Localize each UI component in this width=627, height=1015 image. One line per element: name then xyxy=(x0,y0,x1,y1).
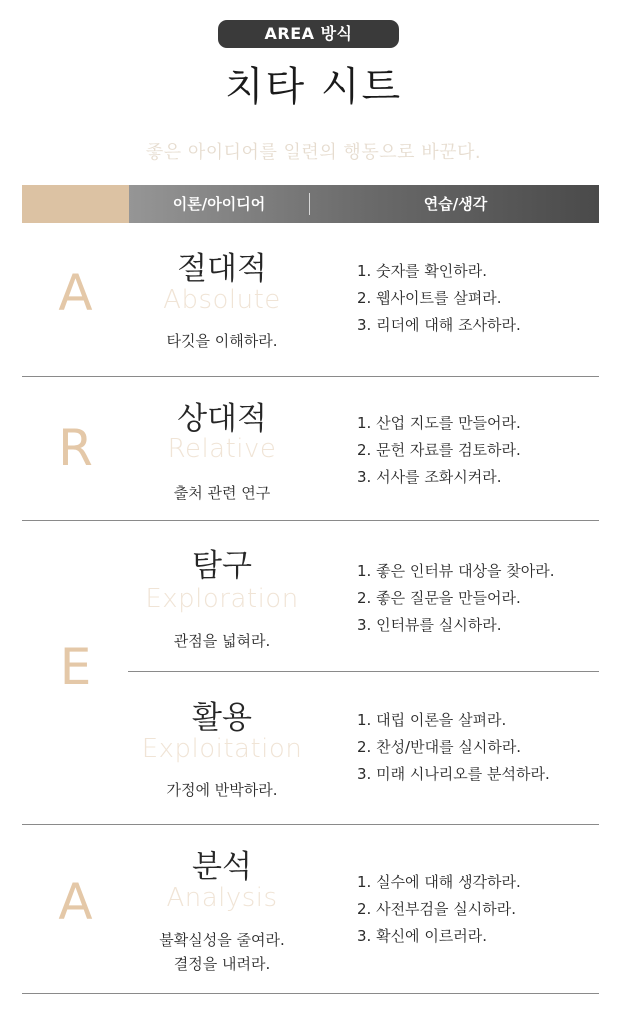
steps-list xyxy=(357,869,617,950)
term-title: 탐구 xyxy=(192,548,252,584)
term-description xyxy=(107,329,337,353)
step-item: 3. 미래 시나리오를 분석하라. xyxy=(357,765,550,783)
step-item: 2. 웹사이트를 살펴라. xyxy=(357,289,502,307)
term-title: 분석 xyxy=(192,849,252,885)
term-description xyxy=(107,629,337,653)
page-subtitle: 좋은 아이디어를 일련의 행동으로 바꾼다. xyxy=(145,142,482,163)
step-item: 1. 실수에 대해 생각하라. xyxy=(357,873,521,891)
term-description xyxy=(107,778,337,802)
steps-list xyxy=(357,258,617,339)
description-line: 결정을 내려라. xyxy=(173,955,271,973)
step-item: 2. 사전부검을 실시하라. xyxy=(357,900,517,918)
step-item: 2. 찬성/반대를 실시하라. xyxy=(357,738,522,756)
step-item: 3. 확신에 이르러라. xyxy=(357,927,488,945)
table-header xyxy=(22,185,599,223)
step-item: 1. 대립 이론을 살펴라. xyxy=(357,711,507,729)
section-divider xyxy=(22,520,599,521)
term-title: 활용 xyxy=(192,700,252,736)
section-letter-r: R xyxy=(58,419,93,477)
term-description xyxy=(107,928,337,976)
section-letter-a1: A xyxy=(58,264,93,322)
steps-list xyxy=(357,410,617,491)
step-item: 1. 좋은 인터뷰 대상을 찾아라. xyxy=(357,562,555,580)
step-item: 3. 인터뷰를 실시하라. xyxy=(357,616,502,634)
term-english: Absolute xyxy=(163,285,281,315)
page-title: 치타 시트 xyxy=(224,64,403,110)
section-divider xyxy=(22,824,599,825)
header-practice-label: 연습/생각 xyxy=(423,195,488,213)
step-item: 2. 좋은 질문을 만들어라. xyxy=(357,589,521,607)
step-item: 1. 숫자를 확인하라. xyxy=(357,262,488,280)
description-line: 불확실성을 줄여라. xyxy=(159,931,285,949)
term-description xyxy=(107,481,337,505)
description-line: 가정에 반박하라. xyxy=(166,781,278,799)
step-item: 3. 리더에 대해 조사하라. xyxy=(357,316,521,334)
section-letter-e: E xyxy=(59,638,92,696)
subsection-divider xyxy=(128,671,599,672)
term-english: Exploitation xyxy=(141,734,303,764)
section-divider xyxy=(22,376,599,377)
steps-list xyxy=(357,558,617,639)
description-line: 타깃을 이해하라. xyxy=(166,332,278,350)
term-title: 절대적 xyxy=(177,251,267,287)
description-line: 출처 관련 연구 xyxy=(173,484,271,502)
header-theory-label: 이론/아이디어 xyxy=(172,195,266,213)
term-english: Relative xyxy=(167,434,277,464)
section-letter-a2: A xyxy=(58,873,93,931)
method-badge: AREA 방식 xyxy=(218,20,399,48)
term-english: Analysis xyxy=(166,883,278,913)
step-item: 1. 산업 지도를 만들어라. xyxy=(357,414,521,432)
steps-list xyxy=(357,707,617,788)
description-line: 관점을 넓혀라. xyxy=(173,632,271,650)
step-item: 2. 문헌 자료를 검토하라. xyxy=(357,441,521,459)
term-english: Exploration xyxy=(145,584,299,614)
header-divider xyxy=(309,193,310,215)
step-item: 3. 서사를 조화시켜라. xyxy=(357,468,502,486)
section-divider xyxy=(22,993,599,994)
term-title: 상대적 xyxy=(177,401,267,437)
header-accent-block xyxy=(22,185,129,223)
